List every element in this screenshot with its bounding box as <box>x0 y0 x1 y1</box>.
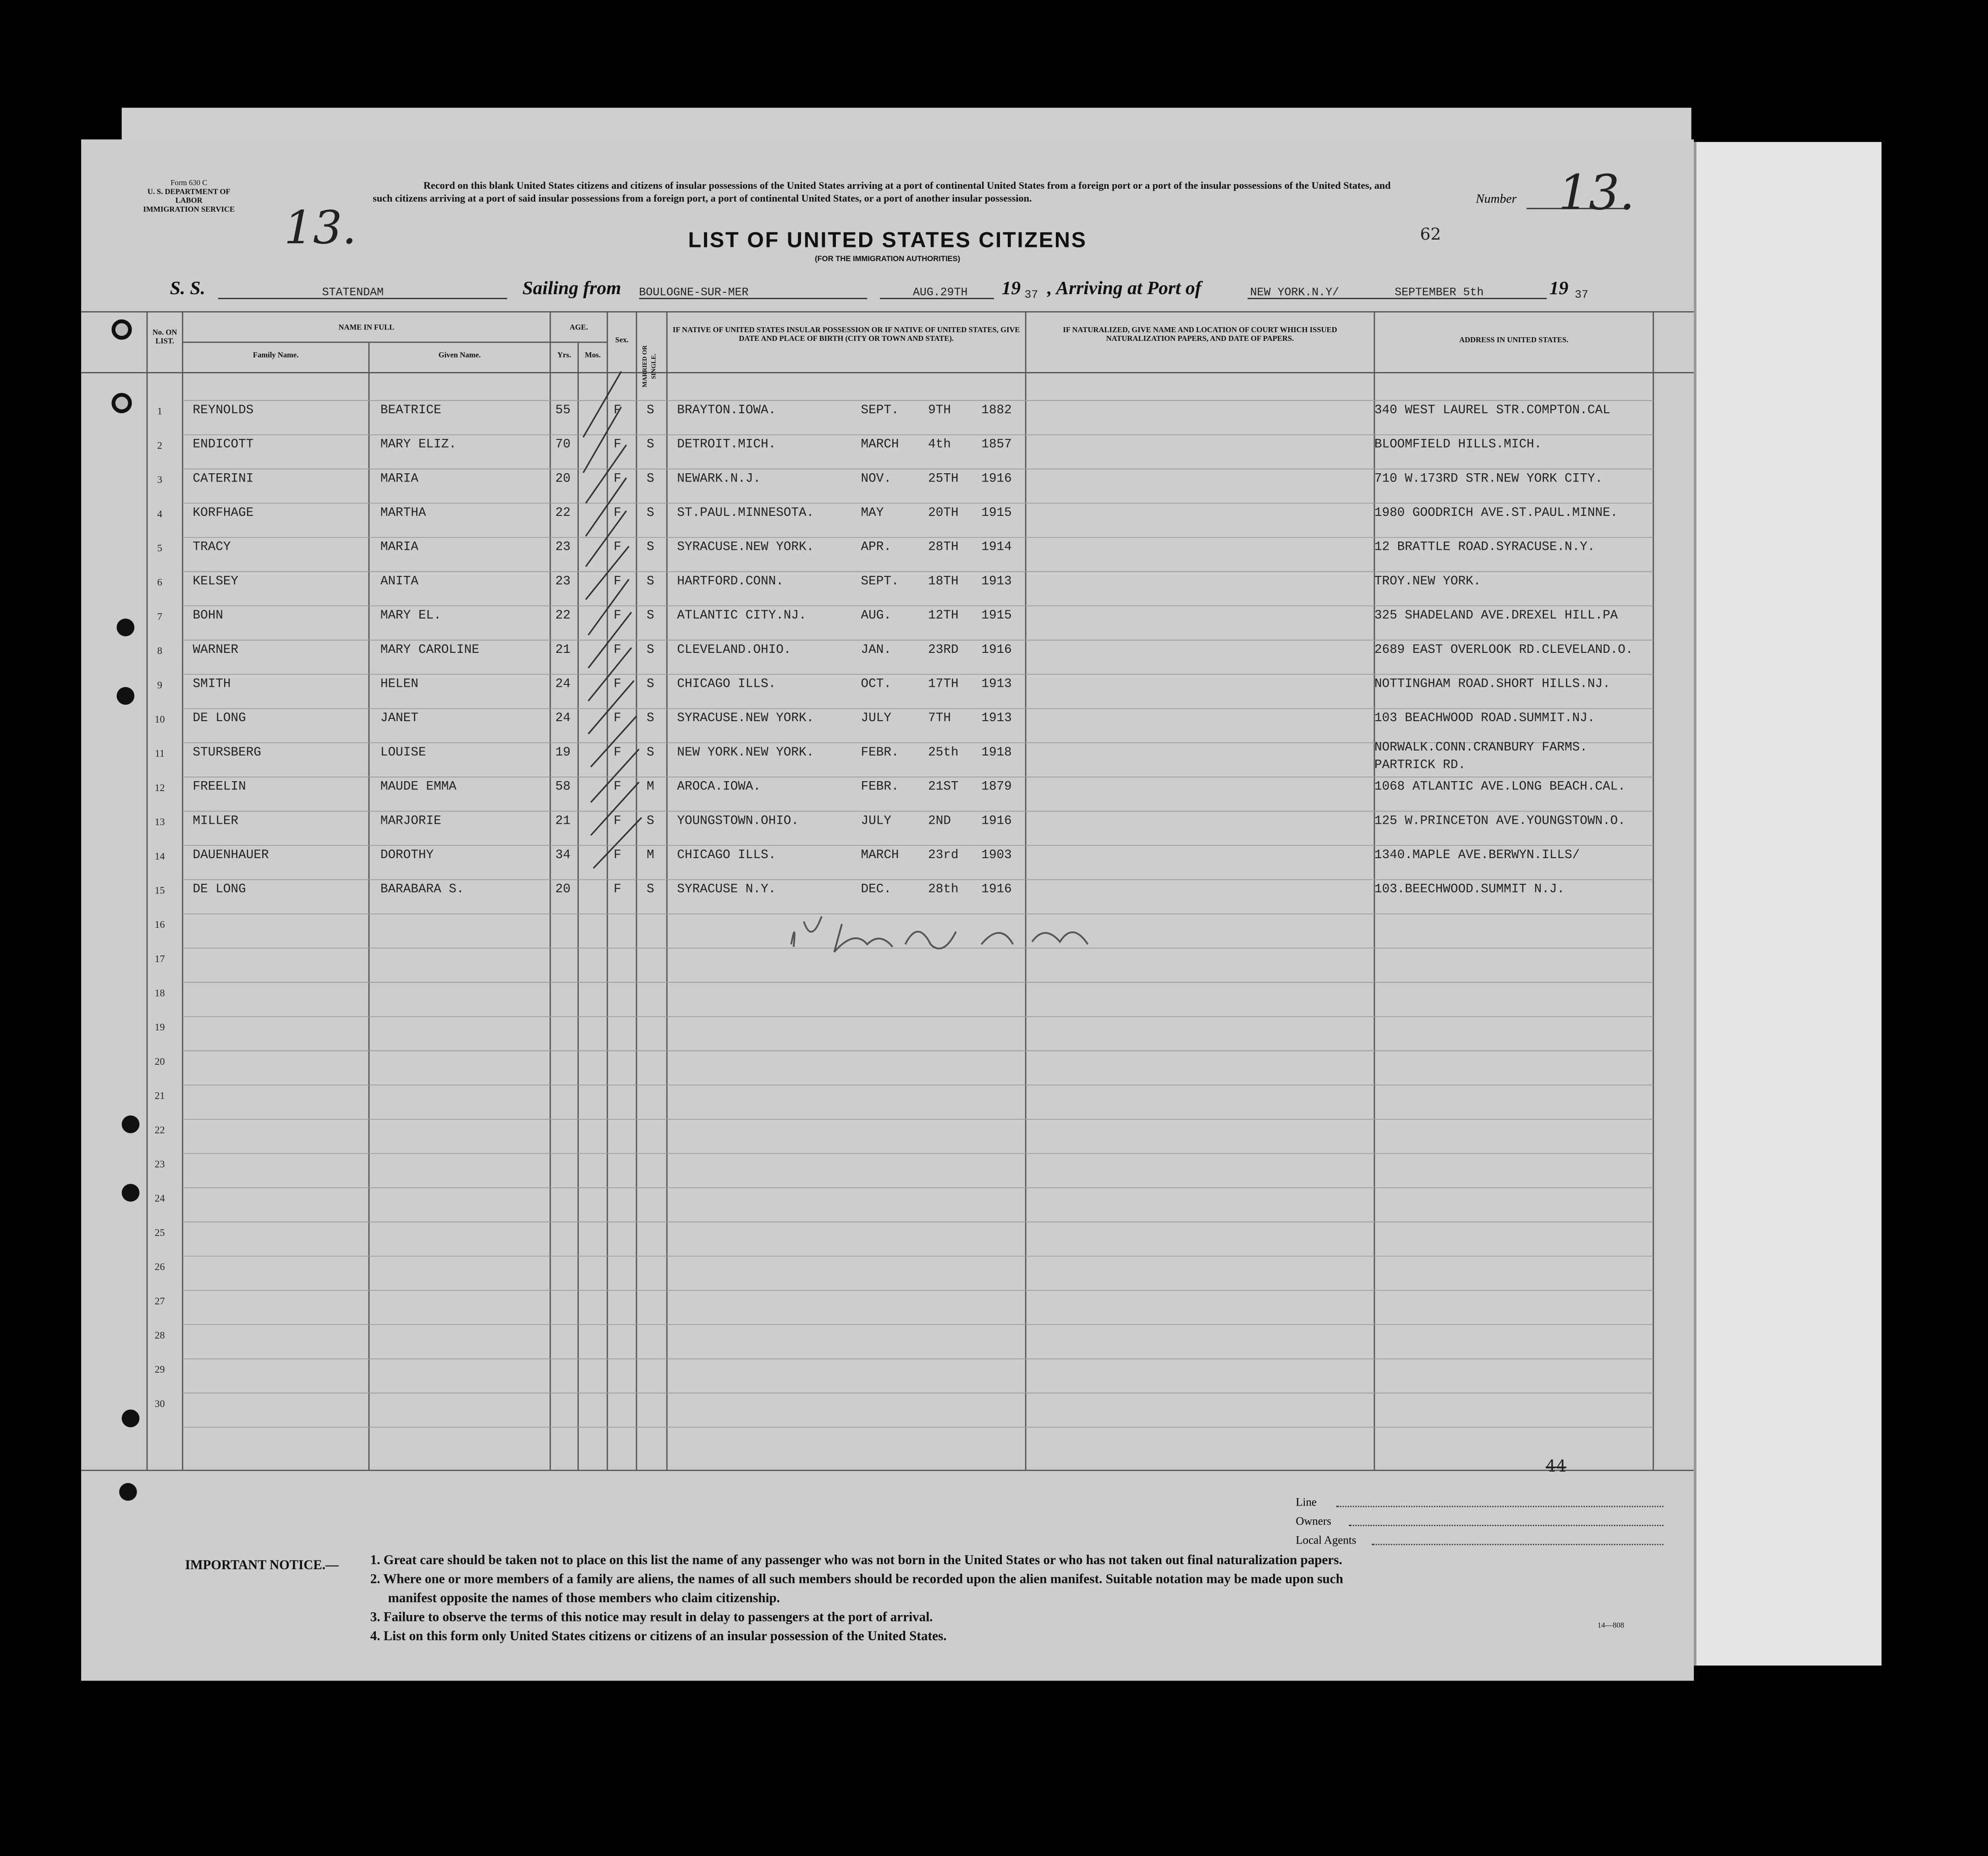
birth-day: 23RD <box>928 644 959 658</box>
header-naturalized: IF NATURALIZED, GIVE NAME AND LOCATION OF COURT WHICH ISSUED NATURALIZATION PAPERS, AND DATE OF PAPERS. <box>1063 327 1337 344</box>
birth-month: APR. <box>861 541 891 555</box>
header-age: AGE. <box>569 324 588 332</box>
owners-label: Owners <box>1296 1515 1331 1528</box>
given-name: HELEN <box>380 678 419 692</box>
birth-day: 23rd <box>928 849 959 864</box>
empty-row-number: 27 <box>154 1295 165 1307</box>
birth-month: AUG. <box>861 609 891 624</box>
row-number: 5 <box>157 542 163 554</box>
empty-row-number: 21 <box>154 1090 165 1102</box>
birth-year: 1916 <box>981 883 1012 898</box>
notice-list <box>370 1551 1676 1646</box>
row-number: 2 <box>157 440 163 451</box>
us-address: NORWALK.CONN.CRANBURY FARMS. <box>1374 741 1587 756</box>
marital-status: S <box>646 678 654 692</box>
birth-year: 1915 <box>981 609 1012 624</box>
binder-hole <box>122 1184 140 1202</box>
sex: F <box>614 507 621 521</box>
sex: F <box>614 575 621 590</box>
header-address: ADDRESS IN UNITED STATES. <box>1459 337 1569 345</box>
handwritten-number: 13. <box>1558 164 1635 221</box>
age-years: 20 <box>555 883 571 898</box>
line-field <box>1336 1506 1664 1507</box>
empty-row-number: 23 <box>154 1158 165 1170</box>
birth-year: 1918 <box>981 746 1012 761</box>
given-name: DOROTHY <box>380 849 434 864</box>
notice-2-cont: manifest opposite the names of those members who claim citizenship. <box>388 1592 780 1606</box>
line-label: Line <box>1296 1495 1317 1509</box>
us-address: 103.BEECHWOOD.SUMMIT N.J. <box>1374 883 1565 898</box>
empty-row-number: 17 <box>154 953 165 965</box>
us-address: 125 W.PRINCETON AVE.YOUNGSTOWN.O. <box>1374 815 1626 829</box>
binder-hole <box>111 393 132 413</box>
family-name: FREELIN <box>192 781 246 795</box>
sex: F <box>614 781 621 795</box>
given-name: BARABARA S. <box>380 883 464 898</box>
given-name: JANET <box>380 712 419 727</box>
family-name: KELSEY <box>192 575 239 590</box>
birth-year: 1913 <box>981 712 1012 727</box>
sex: F <box>614 541 621 555</box>
row-number: 3 <box>157 474 163 486</box>
empty-row-number: 22 <box>154 1124 165 1136</box>
us-address: 103 BEACHWOOD ROAD.SUMMIT.NJ. <box>1374 712 1595 727</box>
birth-year: 1857 <box>981 438 1012 453</box>
sex: F <box>614 849 621 864</box>
row-number: 11 <box>154 748 165 760</box>
marital-status: S <box>646 609 654 624</box>
birth-year: 1913 <box>981 575 1012 590</box>
birth-month: MARCH <box>861 849 899 864</box>
header-family: Family Name. <box>253 352 299 360</box>
age-years: 58 <box>555 781 571 795</box>
family-name: BOHN <box>192 609 223 624</box>
form-number: Form 630 C <box>170 180 208 188</box>
birth-day: 25TH <box>928 472 959 487</box>
birth-year: 1903 <box>981 849 1012 864</box>
given-name: LOUISE <box>380 746 426 761</box>
row-number: 6 <box>157 576 163 588</box>
age-years: 21 <box>555 644 571 658</box>
marital-status: S <box>646 712 654 727</box>
birth-year: 1913 <box>981 678 1012 692</box>
family-name: STURSBERG <box>192 746 261 761</box>
marital-status: M <box>646 781 654 795</box>
birth-place: CLEVELAND.OHIO. <box>677 644 791 658</box>
birth-year: 1882 <box>981 404 1012 418</box>
binder-hole <box>117 619 135 636</box>
birth-place: NEW YORK.NEW YORK. <box>677 746 814 761</box>
birth-place: SYRACUSE N.Y. <box>677 883 776 898</box>
departure-port: BOULOGNE-SUR-MER <box>639 286 749 299</box>
binder-hole <box>117 687 135 705</box>
binder-hole <box>122 1116 140 1133</box>
birth-place: SYRACUSE.NEW YORK. <box>677 541 814 555</box>
birth-day: 28TH <box>928 541 959 555</box>
row-number: 13 <box>154 816 165 828</box>
given-name: MARY EL. <box>380 609 441 624</box>
notice-1: 1. Great care should be taken not to place on this list the name of any passenger who was not born in the United States or who has not taken out final naturalization papers. <box>370 1554 1342 1568</box>
empty-row-number: 30 <box>154 1398 165 1410</box>
birth-month: MAY <box>861 507 884 521</box>
record-instructions: Record on this blank United States citizens and citizens of insular possessions of the United States arriving at a port of continental United States from a foreign port or a port of the insular possessions of the United States, and such citizens arriving at a port of said insular possessions from a foreign port, a port of continental United States, or a port of another insular possession. <box>373 180 1391 204</box>
sail-year: 37 <box>1024 289 1038 302</box>
marital-status: S <box>646 815 654 829</box>
family-name: DE LONG <box>192 883 246 898</box>
header-sex: Sex. <box>615 337 629 345</box>
marital-status: S <box>646 746 654 761</box>
notice-4: 4. List on this form only United States citizens or citizens of an insular possession of the United States. <box>370 1630 947 1644</box>
given-name: MAUDE EMMA <box>380 781 457 795</box>
age-years: 23 <box>555 575 571 590</box>
header-yrs: Yrs. <box>557 352 571 360</box>
age-years: 24 <box>555 712 571 727</box>
birth-place: CHICAGO ILLS. <box>677 849 776 864</box>
age-years: 22 <box>555 507 571 521</box>
row-number: 4 <box>157 508 163 520</box>
header-mos: Mos. <box>585 352 601 360</box>
marital-status: S <box>646 883 654 898</box>
ship-name: STATENDAM <box>322 286 384 299</box>
us-address: 1980 GOODRICH AVE.ST.PAUL.MINNE. <box>1374 507 1618 521</box>
sex: F <box>614 883 621 898</box>
family-name: CATERINI <box>192 472 254 487</box>
page-mark: 44 <box>1545 1457 1567 1477</box>
row-number: 14 <box>154 850 165 862</box>
sex: F <box>614 815 621 829</box>
empty-row-number: 18 <box>154 987 165 999</box>
age-years: 70 <box>555 438 571 453</box>
marital-status: M <box>646 849 654 864</box>
sex: F <box>614 712 621 727</box>
birth-year: 1916 <box>981 644 1012 658</box>
age-years: 24 <box>555 678 571 692</box>
header-given: Given Name. <box>438 352 481 360</box>
birth-year: 1879 <box>981 781 1012 795</box>
check-marks <box>563 361 664 919</box>
header-married: MARRIED OR SINGLE. <box>643 345 658 388</box>
sex: F <box>614 404 621 418</box>
given-name: MARJORIE <box>380 815 441 829</box>
birth-month: FEBR. <box>861 781 899 795</box>
sex: F <box>614 438 621 453</box>
birth-day: 7TH <box>928 712 951 727</box>
us-address-line2: PARTRICK RD. <box>1374 759 1466 773</box>
age-years: 21 <box>555 815 571 829</box>
page-subtitle: (FOR THE IMMIGRATION AUTHORITIES) <box>815 256 961 264</box>
birth-day: 21ST <box>928 781 959 795</box>
birth-day: 2ND <box>928 815 951 829</box>
family-name: KORFHAGE <box>192 507 254 521</box>
form-department: U. S. DEPARTMENT OF LABOR <box>147 189 231 206</box>
empty-row-number: 16 <box>154 919 165 931</box>
arrival-year: 37 <box>1575 289 1589 302</box>
binder-hole <box>122 1409 140 1427</box>
birth-month: SEPT. <box>861 575 899 590</box>
mark-62: 62 <box>1420 225 1441 245</box>
birth-month: SEPT. <box>861 404 899 418</box>
birth-month: MARCH <box>861 438 899 453</box>
us-address: TROY.NEW YORK. <box>1374 575 1481 590</box>
birth-month: JAN. <box>861 644 891 658</box>
sex: F <box>614 644 621 658</box>
us-address: 325 SHADELAND AVE.DREXEL HILL.PA <box>1374 609 1618 624</box>
agents-field <box>1372 1544 1663 1545</box>
us-address: NOTTINGHAM ROAD.SHORT HILLS.NJ. <box>1374 678 1610 692</box>
birth-year: 1914 <box>981 541 1012 555</box>
header-name-full: NAME IN FULL <box>338 324 395 332</box>
us-address: 2689 EAST OVERLOOK RD.CLEVELAND.O. <box>1374 644 1633 658</box>
us-address: 1340.MAPLE AVE.BERWYN.ILLS/ <box>1374 849 1580 864</box>
sex: F <box>614 609 621 624</box>
row-number: 15 <box>154 885 165 896</box>
family-name: DAUENHAUER <box>192 849 269 864</box>
birth-place: ST.PAUL.MINNESOTA. <box>677 507 814 521</box>
birth-place: HARTFORD.CONN. <box>677 575 784 590</box>
year-prefix-1: 19 <box>1001 279 1021 299</box>
birth-day: 20TH <box>928 507 959 521</box>
birth-month: JULY <box>861 712 891 727</box>
manifest-sheet <box>81 139 1694 1681</box>
handwritten-left-number: 13. <box>284 203 357 255</box>
age-years: 20 <box>555 472 571 487</box>
sex: F <box>614 746 621 761</box>
given-name: MARY ELIZ. <box>380 438 457 453</box>
birth-day: 9TH <box>928 404 951 418</box>
birth-place: NEWARK.N.J. <box>677 472 761 487</box>
birth-place: AROCA.IOWA. <box>677 781 761 795</box>
header-no: No. ON LIST. <box>152 329 177 346</box>
birth-day: 4th <box>928 438 951 453</box>
birth-day: 25th <box>928 746 959 761</box>
notice-3: 3. Failure to observe the terms of this notice may result in delay to passengers at the port of arrival. <box>370 1611 933 1625</box>
form-code: 14—808 <box>1597 1622 1625 1630</box>
birth-month: OCT. <box>861 678 891 692</box>
empty-row-number: 26 <box>154 1261 165 1273</box>
binder-hole <box>111 319 132 339</box>
row-number: 8 <box>157 645 163 657</box>
number-label: Number <box>1476 192 1517 207</box>
given-name: MARTHA <box>380 507 426 521</box>
birth-day: 18TH <box>928 575 959 590</box>
row-number: 12 <box>154 782 165 794</box>
us-address: BLOOMFIELD HILLS.MICH. <box>1374 438 1542 453</box>
birth-year: 1916 <box>981 815 1012 829</box>
family-name: REYNOLDS <box>192 404 254 418</box>
arrival-date: SEPTEMBER 5th <box>1395 286 1484 299</box>
us-address: 1068 ATLANTIC AVE.LONG BEACH.CAL. <box>1374 781 1626 795</box>
sailing-label: Sailing from <box>522 279 621 299</box>
empty-row-number: 25 <box>154 1227 165 1238</box>
empty-row-number: 19 <box>154 1021 165 1033</box>
marital-status: S <box>646 575 654 590</box>
given-name: BEATRICE <box>380 404 441 418</box>
marital-status: S <box>646 644 654 658</box>
arrival-port: NEW YORK.N.Y/ <box>1250 286 1340 299</box>
birth-day: 17TH <box>928 678 959 692</box>
given-name: MARY CAROLINE <box>380 644 479 658</box>
notice-2: 2. Where one or more members of a family are aliens, the names of all such members should be recorded upon the alien manifest. Suitable notation may be made upon such <box>370 1573 1343 1587</box>
notice-title: IMPORTANT NOTICE.— <box>185 1559 339 1573</box>
birth-day: 12TH <box>928 609 959 624</box>
birth-place: BRAYTON.IOWA. <box>677 404 776 418</box>
marital-status: S <box>646 541 654 555</box>
ss-label: S. S. <box>170 279 206 299</box>
adjacent-sheet <box>1694 142 1881 1665</box>
empty-row-number: 20 <box>154 1056 165 1068</box>
empty-row-number: 28 <box>154 1330 165 1341</box>
family-name: MILLER <box>192 815 239 829</box>
birth-place: YOUNGSTOWN.OHIO. <box>677 815 799 829</box>
given-name: MARIA <box>380 541 419 555</box>
us-address: 12 BRATTLE ROAD.SYRACUSE.N.Y. <box>1374 541 1595 555</box>
family-name: ENDICOTT <box>192 438 254 453</box>
row-number: 9 <box>157 679 163 691</box>
marital-status: S <box>646 507 654 521</box>
age-years: 22 <box>555 609 571 624</box>
birth-place: CHICAGO ILLS. <box>677 678 776 692</box>
year-prefix-2: 19 <box>1549 279 1569 299</box>
family-name: TRACY <box>192 541 231 555</box>
birth-month: NOV. <box>861 472 891 487</box>
header-birth: IF NATIVE OF UNITED STATES INSULAR POSSESSION OR IF NATIVE OF UNITED STATES, GIVE DATE AND PLACE OF BIRTH (CITY OR TOWN AND STATE). <box>672 327 1020 344</box>
page-title: LIST OF UNITED STATES CITIZENS <box>688 228 1087 252</box>
age-years: 55 <box>555 404 571 418</box>
birth-day: 28th <box>928 883 959 898</box>
family-name: SMITH <box>192 678 231 692</box>
row-number: 10 <box>154 713 165 725</box>
birth-place: SYRACUSE.NEW YORK. <box>677 712 814 727</box>
birth-month: JULY <box>861 815 891 829</box>
birth-year: 1916 <box>981 472 1012 487</box>
binder-hole <box>119 1483 137 1501</box>
row-number: 1 <box>157 405 163 417</box>
sail-date: AUG.29TH <box>912 286 968 299</box>
empty-row-number: 24 <box>154 1193 165 1204</box>
sex: F <box>614 678 621 692</box>
arriving-label: , Arriving at Port of <box>1047 279 1202 299</box>
birth-year: 1915 <box>981 507 1012 521</box>
age-years: 34 <box>555 849 571 864</box>
birth-month: FEBR. <box>861 746 899 761</box>
age-years: 19 <box>555 746 571 761</box>
birth-month: DEC. <box>861 883 891 898</box>
given-name: ANITA <box>380 575 419 590</box>
birth-place: DETROIT.MICH. <box>677 438 776 453</box>
birth-place: ATLANTIC CITY.NJ. <box>677 609 807 624</box>
us-address: 340 WEST LAUREL STR.COMPTON.CAL <box>1374 404 1610 418</box>
form-service: IMMIGRATION SERVICE <box>143 206 235 214</box>
family-name: WARNER <box>192 644 239 658</box>
marital-status: S <box>646 438 654 453</box>
family-name: DE LONG <box>192 712 246 727</box>
empty-row-number: 29 <box>154 1363 165 1375</box>
sex: F <box>614 472 621 487</box>
owners-field <box>1349 1525 1664 1526</box>
us-address: 710 W.173RD STR.NEW YORK CITY. <box>1374 472 1603 487</box>
age-years: 23 <box>555 541 571 555</box>
marital-status: S <box>646 472 654 487</box>
handwritten-annotation <box>779 906 1184 969</box>
marital-status: S <box>646 404 654 418</box>
given-name: MARIA <box>380 472 419 487</box>
agents-label: Local Agents <box>1296 1533 1356 1547</box>
row-number: 7 <box>157 611 163 623</box>
